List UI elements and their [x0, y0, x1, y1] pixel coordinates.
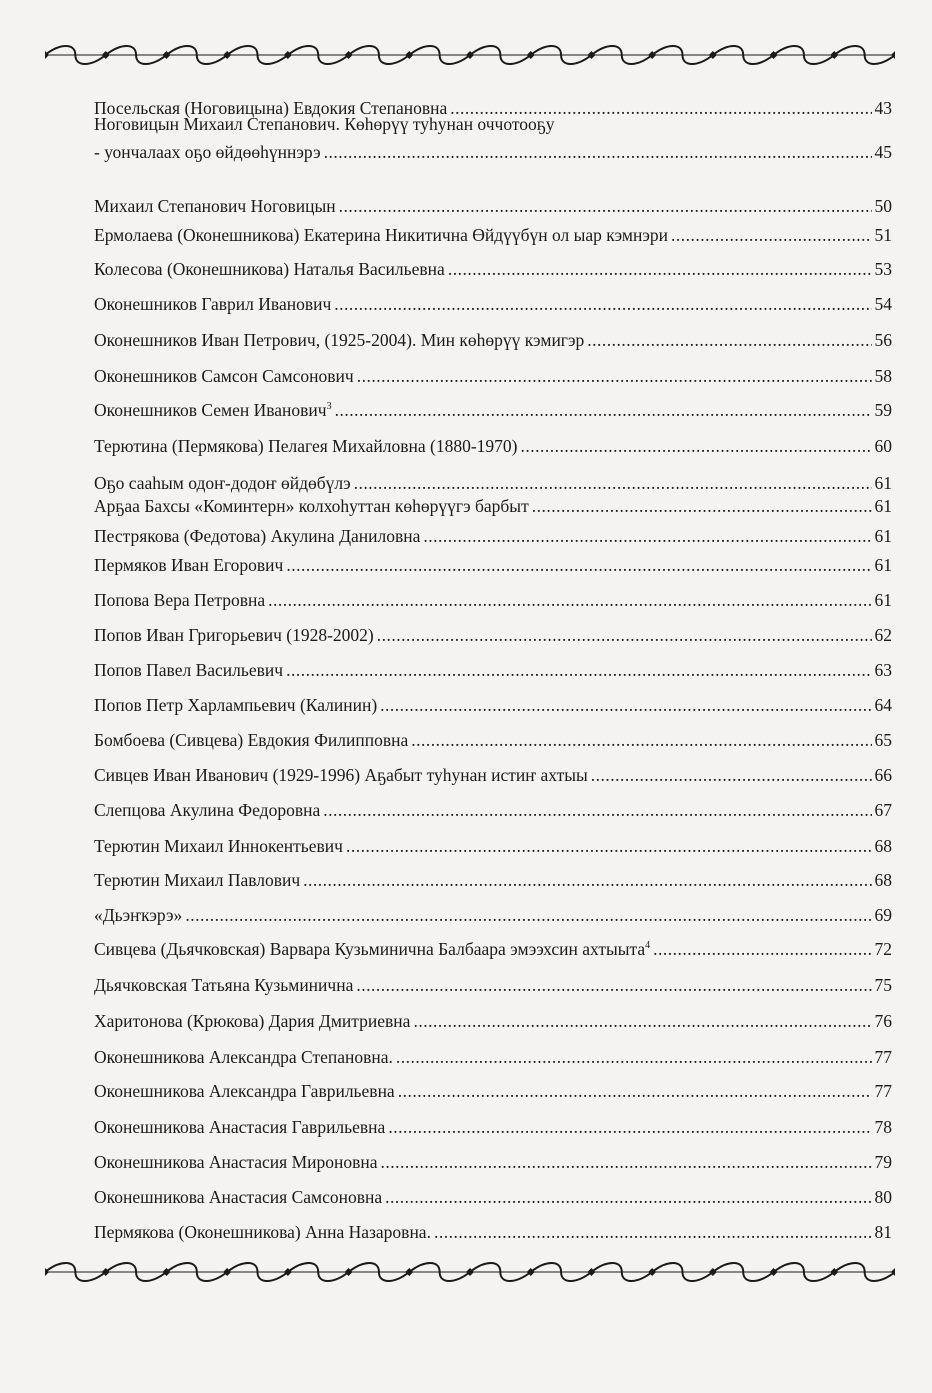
toc-entry[interactable] — [94, 112, 892, 164]
dot-leader — [413, 1009, 871, 1033]
dot-leader — [520, 434, 871, 458]
toc-entry[interactable] — [94, 937, 892, 961]
toc-entry[interactable] — [94, 868, 892, 892]
toc-entry-page-number: 66 — [874, 765, 892, 785]
dot-leader — [339, 194, 872, 218]
dot-leader — [434, 1220, 872, 1244]
toc-entry[interactable] — [94, 328, 892, 352]
toc-entry-title: Пермякова (Оконешникова) Анна Назаровна. — [94, 1222, 431, 1242]
toc-entry-title: Бомбоева (Сивцева) Евдокия Филипповна — [94, 730, 409, 750]
toc-entry-page-number: 54 — [874, 294, 892, 314]
toc-entry-page-number: 56 — [874, 330, 892, 350]
toc-entry-title: Слепцова Акулина Федоровна — [94, 800, 321, 820]
toc-entry-title: Арҕаа Бахсы «Коминтерн» колхоһуттан көһөрүүгэ барбыт — [94, 496, 529, 516]
toc-entry[interactable] — [94, 763, 892, 787]
toc-entry[interactable] — [94, 553, 892, 577]
toc-entry[interactable] — [94, 623, 892, 647]
toc-entry-title: Пестрякова (Федотова) Акулина Даниловна — [94, 526, 421, 546]
top-ornament-border — [45, 38, 895, 72]
toc-entry-title: Оконешникова Александра Степановна. — [94, 1047, 393, 1067]
toc-entry-title: Терютина (Пермякова) Пелагея Михайловна (1880-1970) — [94, 436, 518, 456]
dot-leader — [323, 798, 871, 822]
toc-entry-title: Сивцева (Дьячковская) Варвара Кузьминична Балбаара эмээхсин ахтыыта$^4$ — [94, 939, 651, 959]
dot-leader — [377, 623, 872, 647]
dot-leader — [334, 292, 871, 316]
dot-leader — [448, 257, 872, 281]
toc-entry[interactable] — [94, 471, 892, 495]
toc-entry-page-number: 77 — [874, 1047, 892, 1067]
dot-leader — [286, 553, 871, 577]
toc-entry-page-number: 69 — [874, 905, 892, 925]
toc-entry-page-number: 61 — [874, 526, 892, 546]
toc-entry-title: Попова Вера Петровна — [94, 590, 266, 610]
dot-leader — [356, 973, 871, 997]
toc-entry[interactable] — [94, 364, 892, 388]
toc-entry-page-number: 50 — [874, 196, 892, 216]
toc-entry[interactable] — [94, 398, 892, 422]
toc-entry[interactable] — [94, 693, 892, 717]
toc-entry-title: Пермяков Иван Егорович — [94, 555, 284, 575]
toc-entry-page-number: 72 — [874, 939, 892, 959]
toc-entry-title: Сивцев Иван Иванович (1929-1996) Аҕабыт туһунан истиҥ ахтыы — [94, 765, 588, 785]
toc-entry-page-number: 61 — [874, 496, 892, 516]
toc-entry[interactable] — [94, 728, 892, 752]
toc-entry-title: Оконешников Самсон Самсонович — [94, 366, 354, 386]
toc-entry-title: Терютин Михаил Иннокентьевич — [94, 836, 343, 856]
dot-leader — [381, 1150, 872, 1174]
toc-entry-page-number: 75 — [874, 975, 892, 995]
dot-leader — [653, 937, 871, 961]
toc-entry[interactable] — [94, 434, 892, 458]
toc-entry-page-number: 61 — [874, 473, 892, 493]
dot-leader — [591, 763, 872, 787]
toc-entry-title: Оконешникова Анастасия Мироновна — [94, 1152, 378, 1172]
bottom-ornament-border — [45, 1255, 895, 1289]
dot-leader — [357, 364, 872, 388]
toc-entry[interactable] — [94, 194, 892, 218]
dot-leader — [286, 658, 871, 682]
toc-entry-page-number: 58 — [874, 366, 892, 386]
toc-entry-page-number: 45 — [874, 142, 892, 162]
dot-leader — [324, 140, 872, 164]
toc-entry-title: Оконешникова Анастасия Самсоновна — [94, 1187, 383, 1207]
toc-entry[interactable] — [94, 1045, 892, 1069]
toc-entry-page-number: 60 — [874, 436, 892, 456]
toc-entry-page-number: 81 — [874, 1222, 892, 1242]
toc-entry-title: Оконешникова Анастасия Гаврильевна — [94, 1117, 386, 1137]
toc-entry[interactable] — [94, 494, 892, 518]
toc-entry-title-line1: Ноговицын Михаил Степанович. Көһөрүү туһунан оччотооҕу — [94, 114, 555, 134]
toc-entry[interactable] — [94, 658, 892, 682]
toc-entry-title: Харитонова (Крюкова) Дария Дмитриевна — [94, 1011, 411, 1031]
toc-entry-page-number: 62 — [874, 625, 892, 645]
toc-entry-page-number: 67 — [874, 800, 892, 820]
dot-leader — [423, 524, 871, 548]
toc-entry-title: Оконешникова Александра Гаврильевна — [94, 1081, 395, 1101]
toc-entry-page-number: 63 — [874, 660, 892, 680]
toc-entry[interactable] — [94, 903, 892, 927]
toc-entry-page-number: 61 — [874, 590, 892, 610]
toc-entry-title: Попов Павел Васильевич — [94, 660, 284, 680]
toc-entry[interactable] — [94, 588, 892, 612]
toc-entry[interactable] — [94, 1150, 892, 1174]
toc-entry[interactable] — [94, 1009, 892, 1033]
toc-entry[interactable] — [94, 834, 892, 858]
dot-leader — [268, 588, 871, 612]
dot-leader — [671, 223, 872, 247]
toc-entry-title: Посельская (Ноговицына) Евдокия Степановна — [94, 98, 448, 118]
toc-entry-page-number: 76 — [874, 1011, 892, 1031]
footnote-marker: 3 — [326, 401, 332, 413]
toc-entry-page-number: 51 — [874, 225, 892, 245]
toc-entry-page-number: 61 — [874, 555, 892, 575]
toc-entry-page-number: 80 — [874, 1187, 892, 1207]
dot-leader — [587, 328, 871, 352]
toc-entry-page-number: 68 — [874, 836, 892, 856]
toc-entry-page-number: 65 — [874, 730, 892, 750]
toc-entry-page-number: 59 — [874, 400, 892, 420]
toc-entry-title: Терютин Михаил Павлович — [94, 870, 301, 890]
toc-entry-page-number: 68 — [874, 870, 892, 890]
toc-entry-page-number: 64 — [874, 695, 892, 715]
toc-entry-title: Попов Иван Григорьевич (1928-2002) — [94, 625, 374, 645]
toc-entry-title: - уончалаах оҕо өйдөөһүннэрэ — [94, 142, 321, 162]
dot-leader — [346, 834, 872, 858]
toc-entry-page-number: 79 — [874, 1152, 892, 1172]
dot-leader — [335, 398, 872, 422]
dot-leader — [411, 728, 871, 752]
toc-entry-title: Дьячковская Татьяна Кузьминична — [94, 975, 354, 995]
toc-entry-title: Ермолаева (Оконешникова) Екатерина Никитична Өйдүүбүн ол ыар кэмнэри — [94, 225, 668, 245]
dot-leader — [303, 868, 871, 892]
toc-entry[interactable] — [94, 973, 892, 997]
toc-entry-title: Оҕо сааһым одоҥ-додоҥ өйдөбүлэ — [94, 473, 351, 493]
footnote-marker: 4 — [645, 940, 651, 952]
toc-entry-title: Оконешников Иван Петрович, (1925-2004). Мин көһөрүү кэмигэр — [94, 330, 585, 350]
toc-entry[interactable] — [94, 257, 892, 281]
toc-entry[interactable] — [94, 1220, 892, 1244]
toc-entry[interactable] — [94, 1115, 892, 1139]
toc-entry[interactable] — [94, 1079, 892, 1103]
toc-entry-page-number: 77 — [874, 1081, 892, 1101]
dot-leader — [354, 471, 872, 495]
dot-leader — [532, 494, 872, 518]
dot-leader — [396, 1045, 872, 1069]
toc-entry-page-number: 78 — [874, 1117, 892, 1137]
toc-entry-title: Оконешников Гаврил Иванович — [94, 294, 332, 314]
toc-entry-page-number: 53 — [874, 259, 892, 279]
toc-entry-page-number: 43 — [874, 98, 892, 118]
toc-entry[interactable] — [94, 1185, 892, 1209]
toc-entry-title: Оконешников Семен Иванович$^3$ — [94, 400, 332, 420]
dot-leader — [398, 1079, 872, 1103]
toc-entry-title: Попов Петр Харлампьевич (Калинин) — [94, 695, 378, 715]
toc-entry[interactable] — [94, 798, 892, 822]
dot-leader — [380, 693, 871, 717]
toc-entry-title: «Дьэҥкэрэ» — [94, 905, 183, 925]
dot-leader — [385, 1185, 871, 1209]
toc-entry-title: Колесова (Оконешникова) Наталья Васильевна — [94, 259, 445, 279]
toc-entry[interactable] — [94, 223, 892, 247]
toc-entry-title: Михаил Степанович Ноговицын — [94, 196, 336, 216]
toc-entry[interactable] — [94, 524, 892, 548]
dot-leader — [388, 1115, 871, 1139]
dot-leader — [185, 903, 871, 927]
toc-entry[interactable] — [94, 292, 892, 316]
